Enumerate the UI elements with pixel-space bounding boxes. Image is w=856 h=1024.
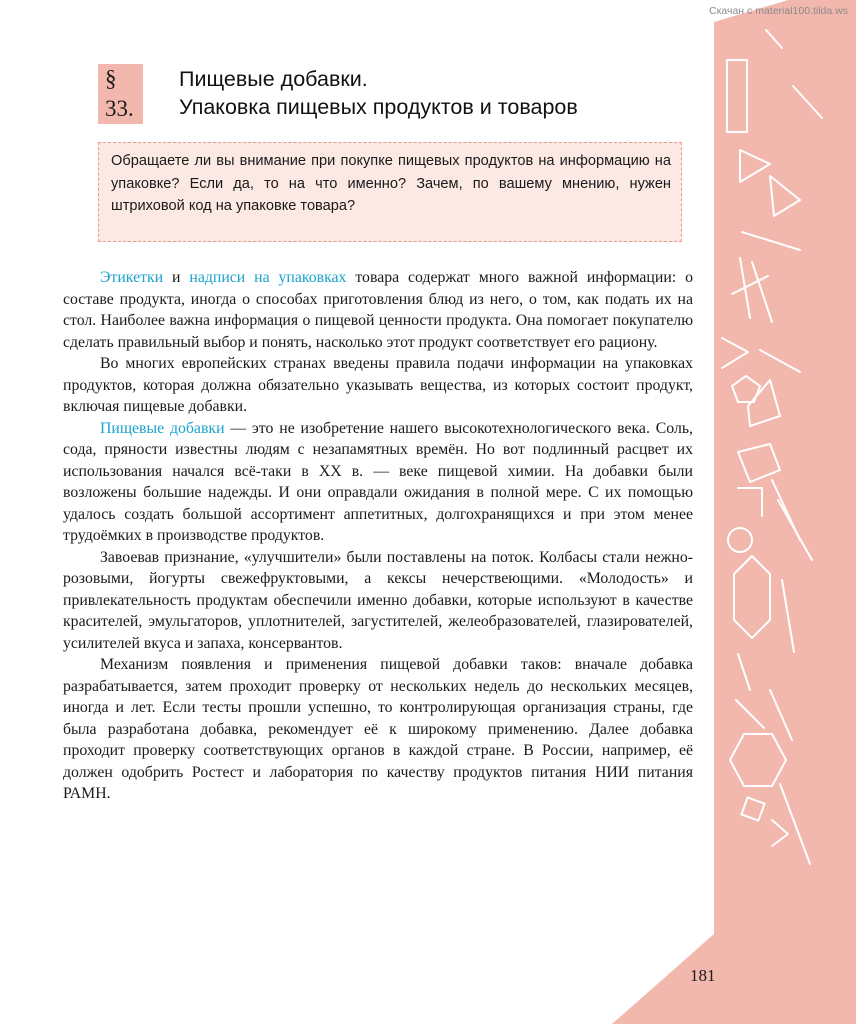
term-package-inscriptions: надписи на упаковках [189,269,347,286]
section-number-badge: § 33. [98,64,143,124]
watermark-text: Скачан с material100.tilda.ws [708,5,848,17]
question-text: Обращаете ли вы внимание при покупке пищевых продуктов на информацию на упаковке? Если да, то на что именно? Зачем, по вашему мнению, нужен штриховой код на упаковке товара? [111,153,671,214]
paragraph-food-additives-text: — это не изобретение нашего высокотехнологического века. Соль, сода, пряности известны людям с незапамятных времён. Но вот подлинный расцвет их использования начался всё-таки в XX в. — веке пищевой химии. На добавки были возложены большие надежды. И они оправдали ожидания в полной мере. С их помощью удалось создать большой ассортимент аппетитных, долгохранящихся и при этом менее трудоёмких в производстве продуктов. [63,419,693,544]
section-title-line1: Пищевые добавки. [179,67,368,91]
question-box [98,142,682,242]
paragraph-improvers: Завоевав признание, «улучшители» были поставлены на поток. Колбасы стали нежно-розовыми, йогурты свежефруктовыми, а кексы нечерствеющими. «Молодость» и привлекательность продуктам обеспечили именно добавки, которые используют в качестве красителей, эмульгаторов, уплотнителей, загустителей, желеобразователей, глазирователей, усилителей вкуса и запаха, консервантов. [63,548,693,652]
paragraph-european-rules: Во многих европейских странах введены правила подачи информации на упаковках продуктов, которая должна обязательно указывать вещества, из которых состоит продукт, включая пищевые добавки. [63,355,693,415]
term-food-additives: Пищевые добавки [100,419,225,437]
body-text [63,267,693,805]
paragraph-approval-mechanism: Механизм появления и применения пищевой добавки таков: вначале добавка разрабатывается, затем проходит проверку от нескольких недель до нескольких месяцев, иногда и лет. Если тесты прошли успешно, то контролирующая организация страны, где была разработана добавка, рекомендует её к широкому применению. Далее добавка проходит проверку соответствующих органов в каждой стране. В России, например, её должен одобрить Ростест и лаборатория по качеству продуктов питания НИИ питания РАМН. [63,656,693,802]
conjunction: и [163,269,190,286]
paragraph-food-additives [63,418,693,547]
paragraph-labels-text: товара содержат много важной информации: о составе продукта, иногда о способах приготовления блюд из него, о том, как подать их на стол. Наиболее важна информация о пищевой ценности продукта. Она помогает покупателю сделать правильный выбор и понять, насколько этот продукт соответствует его рациону. [63,269,693,351]
paragraph-labels [63,267,693,353]
term-labels: Этикетки [100,269,164,286]
section-title-line2: Упаковка пищевых продуктов и товаров [179,95,578,119]
page-number: 181 [690,966,716,985]
